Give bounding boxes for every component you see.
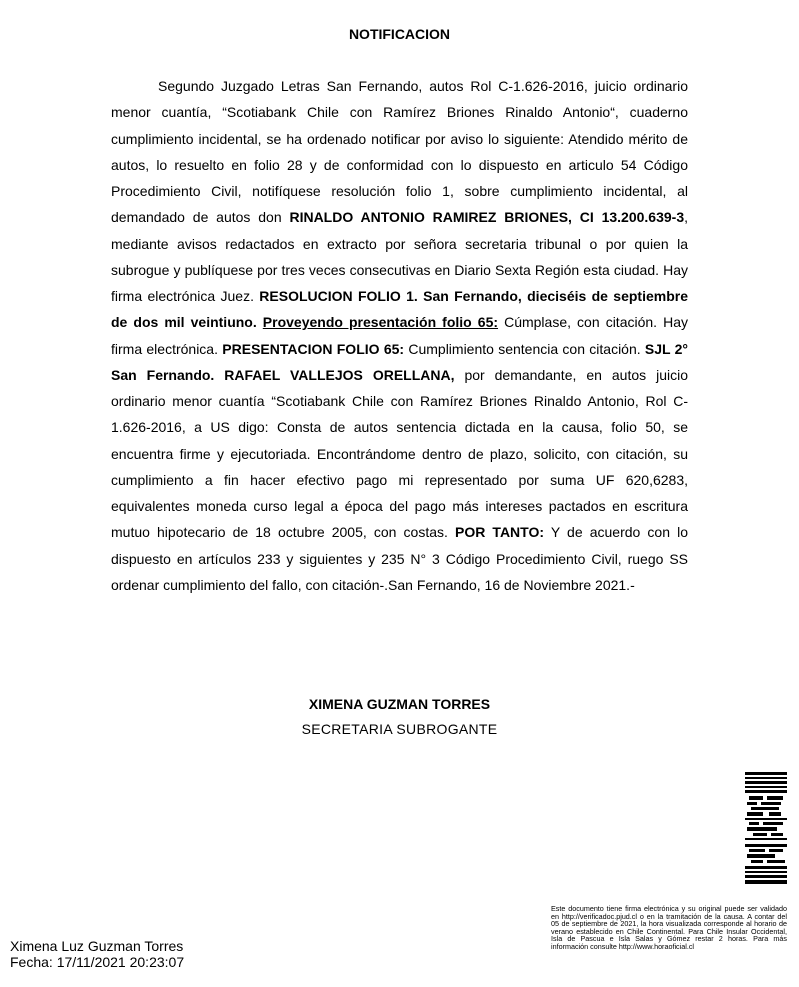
verification-note: Este documento tiene firma electrónica y su original puede ser validado en http://verificadoc.pjud.cl o en la tramitación de la causa. A contar del 05 de septiembre de 2021, la hora visualizada corresponde al horario de verano establecido en Chile Continental. Para Chile Insular Occidental, Isla de Pascua e Isla Salas y Gómez restar 2 horas. Para más información consulte http://www.horaoficial.cl bbox=[551, 904, 787, 951]
barcode-icon bbox=[745, 772, 787, 884]
body-text-segment: Y de acuerdo con lo dispuesto en artículos 233 y siguientes y 235 N° 3 Código Procedimiento Civil, ruego SS ordenar cumplimiento del fallo, con citación-.San Fernando, 16 de Noviembre 2021.- bbox=[111, 524, 688, 593]
body-text-bold-therefore: POR TANTO: bbox=[455, 524, 545, 541]
body-text-segment: , mediante avisos redactados en extracto por señora secretaria tribunal o por quien la subrogue y publíquese por tres veces consecutivas en Diario Sexta Región esta ciudad. Hay firma electrónica Juez. bbox=[111, 209, 688, 304]
signer-name: Ximena Luz Guzman Torres bbox=[10, 938, 184, 954]
body-text-segment: Segundo Juzgado Letras San Fernando, autos Rol C-1.626-2016, juicio ordinario menor cuantía, “Scotiabank Chile con Ramírez Briones Rinaldo Antonio“, cuaderno cumplimiento incidental, se ha ordenado notificar por aviso lo siguiente: Atendido mérito de autos, lo resuelto en folio 28 y de conformidad con lo dispuesto en articulo 54 Código Procedimiento Civil, notifíquese resolución folio 1, sobre cumplimiento incidental, al demandado de autos don bbox=[111, 78, 688, 226]
document-title: NOTIFICACION bbox=[348, 26, 451, 42]
signature-role: SECRETARIA SUBROGANTE bbox=[301, 721, 498, 737]
body-text-segment: por demandante, en autos juicio ordinario menor cuantía “Scotiabank Chile con Ramírez Briones Rinaldo Antonio, Rol C-1.626-2016, a US digo: Consta de autos sentencia dictada en la causa, folio 50, se encuentra firme y ejecutoriada. Encontrándome dentro de plazo, solicito, con citación, su cumplimiento a fin hacer efectivo pago mi representado por suma UF 620,6283, equivalentes moneda curso legal a época del pago más intereses pactados en escritura mutuo hipotecario de 18 octubre 2005, con costas. bbox=[111, 366, 688, 541]
electronic-signer bbox=[10, 938, 184, 970]
body-text-segment: Cúmplase, con citación. Hay firma electrónica. bbox=[111, 314, 688, 357]
body-text-bold-resolution: RESOLUCION FOLIO 1. San Fernando, dieciséis de septiembre de dos mil veintiuno. bbox=[111, 288, 688, 331]
body-text-bold-court: SJL 2° San Fernando. RAFAEL VALLEJOS ORELLANA, bbox=[111, 340, 689, 383]
body-text-bold-presentation: PRESENTACION FOLIO 65: bbox=[222, 340, 405, 357]
signature-name: XIMENA GUZMAN TORRES bbox=[308, 696, 491, 712]
notification-body bbox=[111, 73, 688, 598]
body-text-segment: Cumplimiento sentencia con citación. bbox=[404, 340, 645, 357]
body-text-bold-underlined bbox=[263, 314, 498, 330]
body-text-bold-defendant: RINALDO ANTONIO RAMIREZ BRIONES, CI 13.200.639-3 bbox=[289, 209, 685, 226]
signer-date: Fecha: 17/11/2021 20:23:07 bbox=[10, 954, 185, 970]
body-text-underline: Proveyendo presentación folio 65: bbox=[262, 314, 499, 331]
